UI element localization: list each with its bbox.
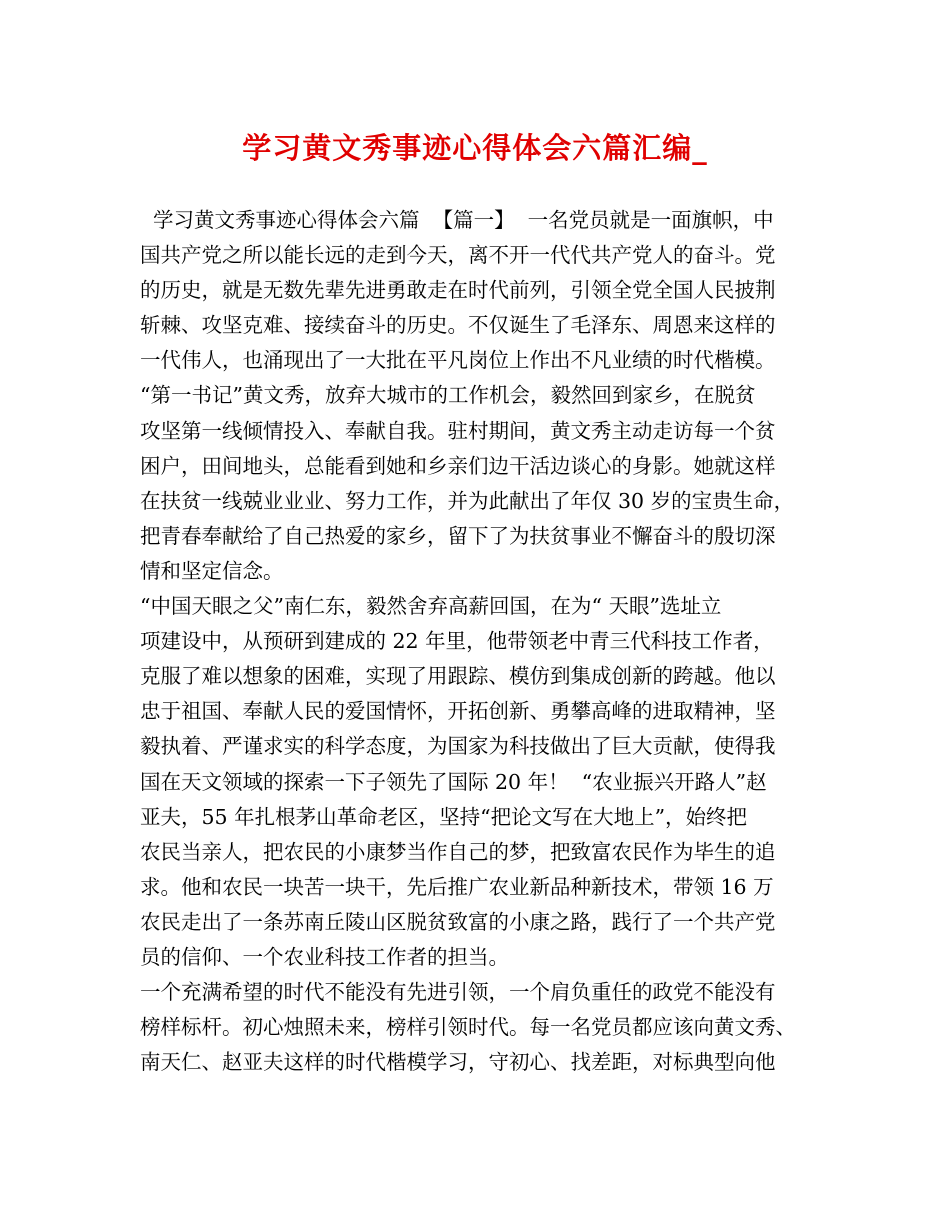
body-line: 学习黄文秀事迹心得体会六篇 【篇一】 一名党员就是一面旗帜，中 — [140, 208, 774, 232]
body-line: 国在天文领域的探索一下子领先了国际 20 年！ “农业振兴开路人”赵 — [140, 769, 767, 794]
body-line: 困户，田间地头，总能看到她和乡亲们边干活边谈心的身影。她就这样 — [140, 453, 776, 478]
body-line: 国共产党之所以能长远的走到今天，离不开一代代共产党人的奋斗。党 — [140, 243, 776, 268]
body-line: 一个充满希望的时代不能没有先进引领，一个肩负重任的政党不能没有 — [140, 980, 776, 1005]
body-line: 把青春奉献给了自己热爱的家乡，留下了为扶贫事业不懈奋斗的殷切深 — [140, 523, 776, 548]
body-line: “第一书记”黄文秀，放弃大城市的工作机会，毅然回到家乡，在脱贫 — [140, 383, 756, 408]
body-line: 的历史，就是无数先辈先进勇敢走在时代前列，引领全党全国人民披荆 — [140, 278, 776, 303]
body-line: 一代伟人，也涌现出了一大批在平凡岗位上作出不凡业绩的时代楷模。 — [140, 348, 776, 373]
body-line: 攻坚第一线倾情投入、奉献自我。驻村期间，黄文秀主动走访每一个贫 — [140, 418, 776, 443]
body-line: 员的信仰、一个农业科技工作者的担当。 — [140, 944, 509, 969]
body-line: 情和坚定信念。 — [140, 558, 284, 583]
body-line: 榜样标杆。初心烛照未来，榜样引领时代。每一名党员都应该向黄文秀、 — [140, 1015, 796, 1040]
body-line: 项建设中，从预研到建成的 22 年里，他带领老中青三代科技工作者， — [140, 629, 774, 654]
body-line: 南天仁、赵亚夫这样的时代楷模学习，守初心、找差距，对标典型向他 — [140, 1050, 776, 1075]
body-line: 求。他和农民一块苦一块干，先后推广农业新品种新技术，带领 16 万 — [140, 874, 774, 899]
body-line: 在扶贫一线兢业业业、努力工作，并为此献出了年仅 30 岁的宝贵生命， — [140, 488, 795, 513]
body-line: 农民走出了一条苏南丘陵山区脱贫致富的小康之路，践行了一个共产党 — [140, 909, 776, 934]
document-title: 学习黄文秀事迹心得体会六篇汇编_ — [242, 131, 708, 165]
document-body — [140, 203, 830, 1080]
body-line: 亚夫，55 年扎根茅山革命老区，坚持“把论文写在大地上”，始终把 — [140, 804, 748, 829]
body-line: “中国天眼之父”南仁东，毅然舍弃高薪回国，在为“ 天眼”选址立 — [140, 594, 722, 619]
body-line: 忠于祖国、奉献人民的爱国情怀，开拓创新、勇攀高峰的进取精神，坚 — [140, 699, 776, 724]
body-line: 斩棘、攻坚克难、接续奋斗的历史。不仅诞生了毛泽东、周恩来这样的 — [140, 313, 776, 338]
body-line: 毅执着、严谨求实的科学态度，为国家为科技做出了巨大贡献，使得我 — [140, 734, 776, 759]
body-line: 克服了难以想象的困难，实现了用跟踪、模仿到集成创新的跨越。他以 — [140, 664, 776, 689]
body-line: 农民当亲人，把农民的小康梦当作自己的梦，把致富农民作为毕生的追 — [140, 839, 776, 864]
